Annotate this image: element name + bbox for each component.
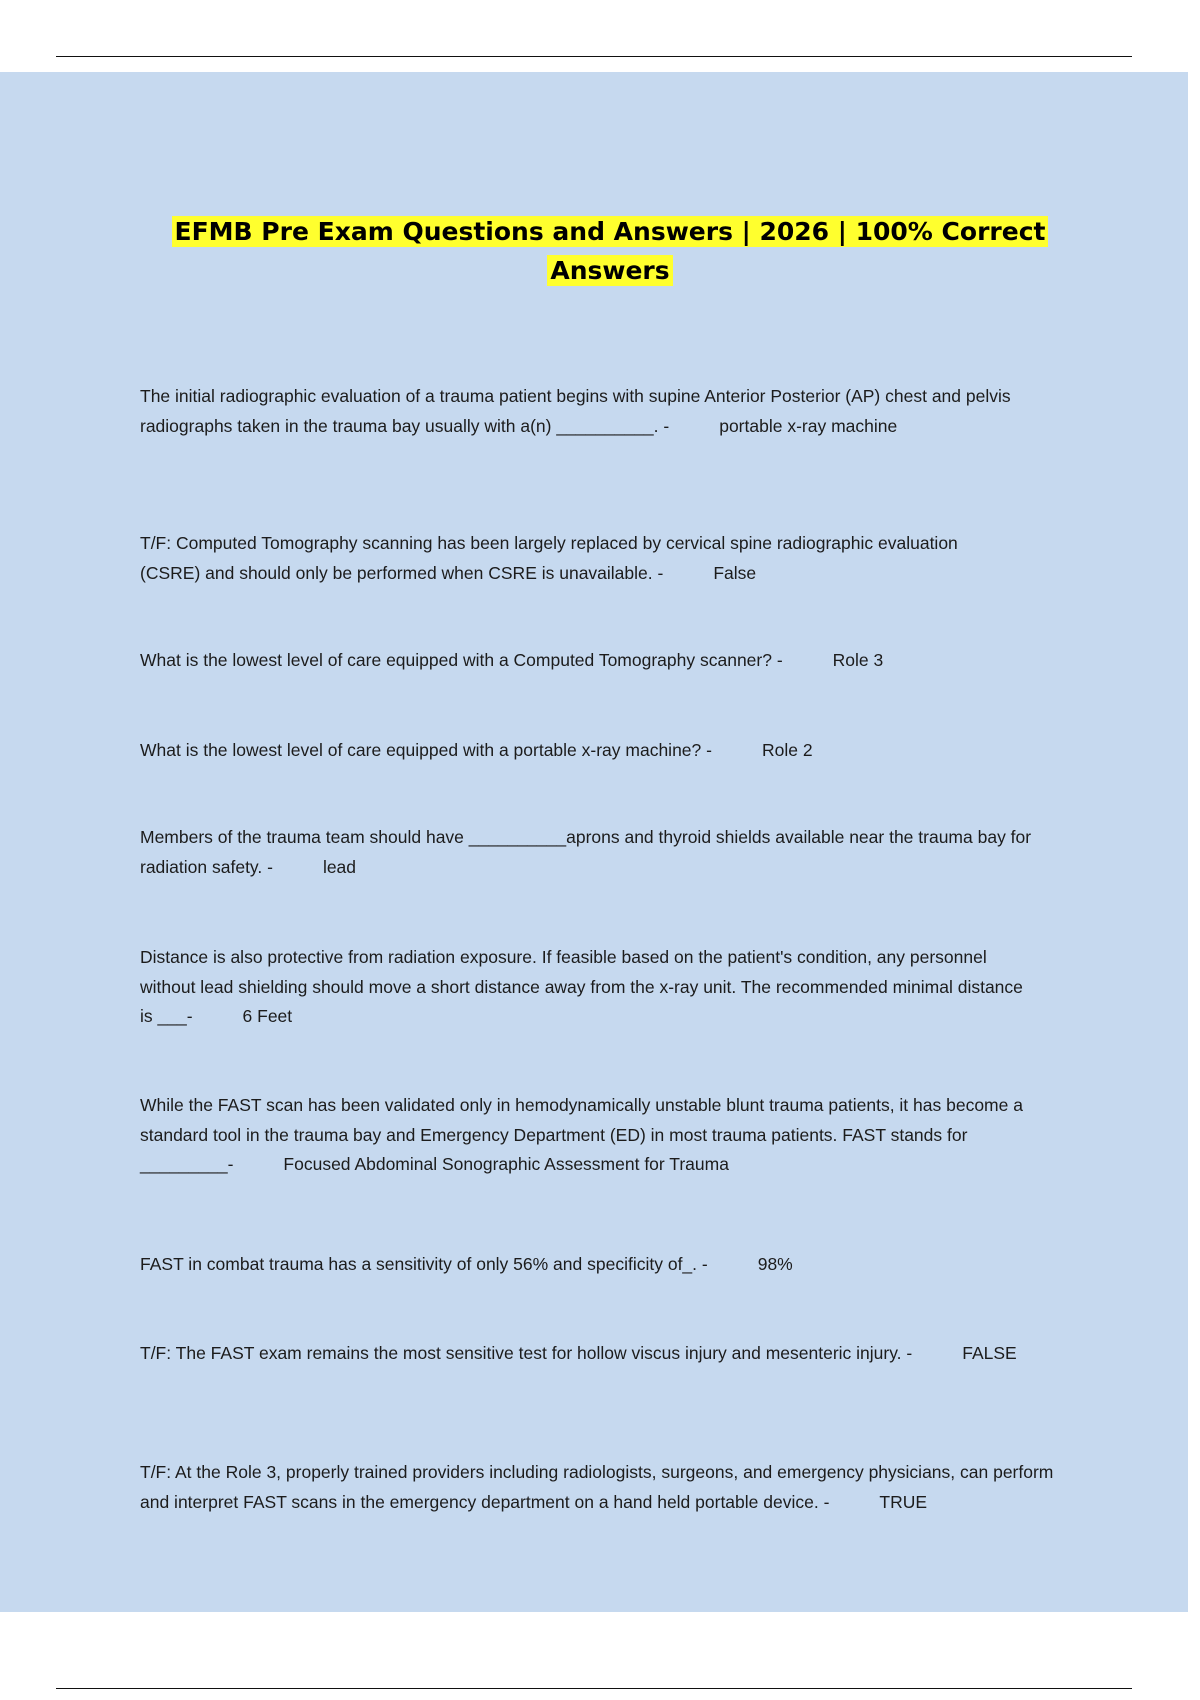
question-text: T/F: Computed Tomography scanning has been largely replaced by cervical spine radiographic evaluation (CSRE) and should only be performed when CSRE is unavailable. - xyxy=(140,533,958,583)
question-text: What is the lowest level of care equipped with a Computed Tomography scanner? - xyxy=(140,650,783,670)
answer-text: False xyxy=(713,562,757,583)
question-text: Members of the trauma team should have __________aprons and thyroid shields available near the trauma bay for radiation safety. - xyxy=(140,827,1032,877)
qa-item-10 xyxy=(140,1458,1060,1517)
answer-text: lead xyxy=(322,856,357,877)
top-divider xyxy=(56,56,1132,57)
qa-item-8 xyxy=(140,1250,1060,1280)
question-text: Distance is also protective from radiation exposure. If feasible based on the patient's condition, any personnel without lead shielding should move a short distance away from the x-ray unit. The recommended minimal distance is ___- xyxy=(140,947,1023,1026)
answer-text: Focused Abdominal Sonographic Assessment for Trauma xyxy=(283,1154,729,1174)
question-text: What is the lowest level of care equipped with a portable x-ray machine? - xyxy=(140,740,712,760)
document-title-text: EFMB Pre Exam Questions and Answers | 2026 | 100% Correct Answers xyxy=(172,216,1049,286)
document-title xyxy=(140,212,1080,290)
answer-text: portable x-ray machine xyxy=(719,415,898,436)
qa-item-2 xyxy=(140,529,990,588)
answer-text: Role 3 xyxy=(832,650,884,670)
answer-text: TRUE xyxy=(879,1491,928,1512)
qa-item-6 xyxy=(140,943,1040,1032)
qa-item-5 xyxy=(140,823,1040,882)
qa-item-9 xyxy=(140,1339,1030,1369)
question-text: While the FAST scan has been validated only in hemodynamically unstable blunt trauma patients, it has become a standard tool in the trauma bay and Emergency Department (ED) in most trauma patients. FAST stands for _________- xyxy=(140,1095,1023,1174)
question-text: T/F: The FAST exam remains the most sensitive test for hollow viscus injury and mesenteric injury. - xyxy=(140,1343,913,1363)
answer-text: 6 Feet xyxy=(242,1006,293,1026)
answer-text: Role 2 xyxy=(761,740,813,760)
answer-text: FALSE xyxy=(962,1343,1017,1363)
qa-item-1 xyxy=(140,382,1045,441)
qa-item-4 xyxy=(140,736,1060,766)
bottom-divider xyxy=(56,1688,1132,1689)
answer-text: 98% xyxy=(757,1254,793,1274)
qa-item-7 xyxy=(140,1091,1060,1180)
question-text: FAST in combat trauma has a sensitivity of only 56% and specificity of_. - xyxy=(140,1254,708,1274)
question-text: T/F: At the Role 3, properly trained providers including radiologists, surgeons, and emergency physicians, can perform and interpret FAST scans in the emergency department on a hand held portable device. - xyxy=(140,1462,1054,1512)
qa-item-3 xyxy=(140,646,1060,676)
question-text: The initial radiographic evaluation of a trauma patient begins with supine Anterior Posterior (AP) chest and pelvis radiographs taken in the trauma bay usually with a(n) __________. - xyxy=(140,386,1011,436)
